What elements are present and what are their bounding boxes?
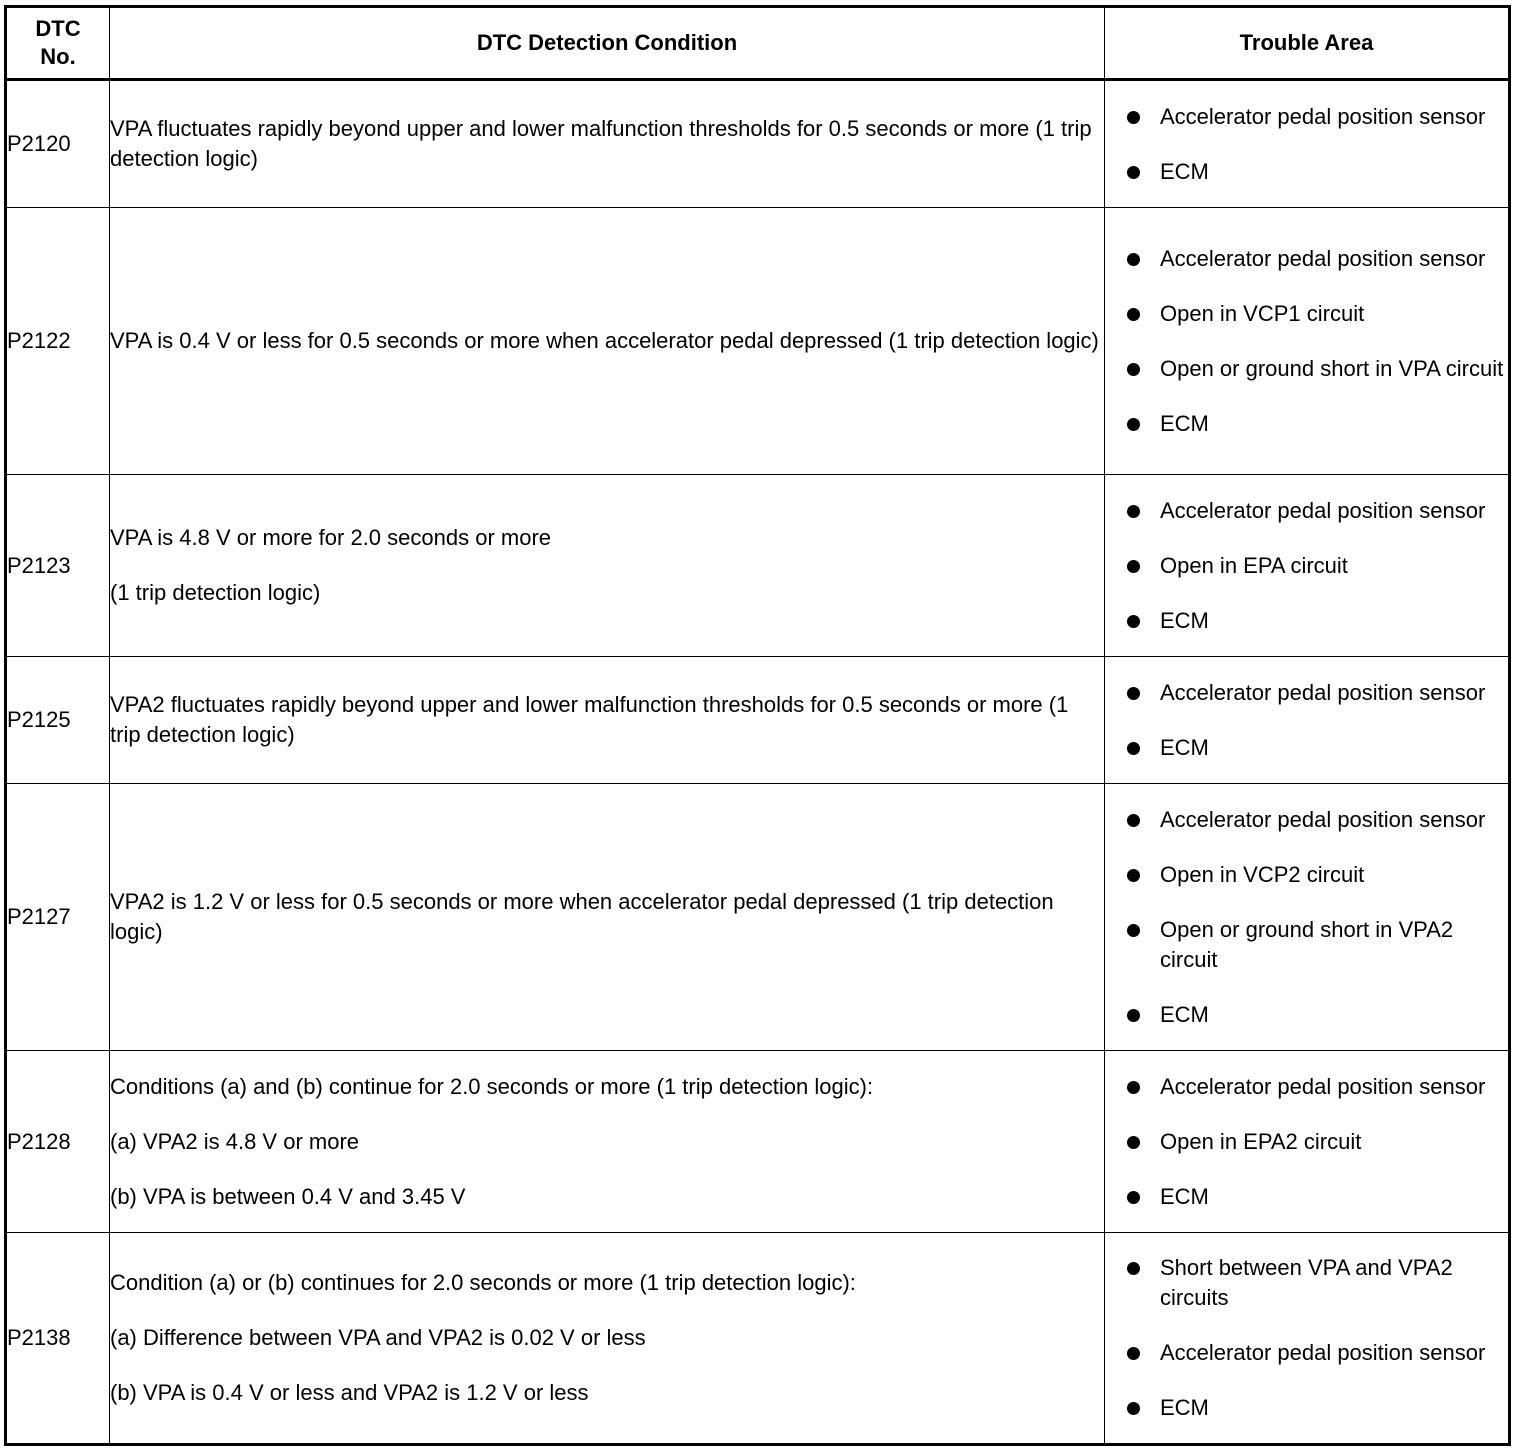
bullet-icon: [1127, 924, 1140, 937]
condition-line: (1 trip detection logic): [110, 580, 321, 605]
bullet-icon: [1127, 1081, 1140, 1094]
trouble-area-text: Accelerator pedal position sensor: [1160, 1073, 1486, 1099]
bullet-icon: [1127, 1262, 1140, 1275]
list-item: [1105, 1000, 1508, 1030]
bullet-icon: [1127, 687, 1140, 700]
list-item: [1105, 244, 1508, 274]
trouble-area-text: Open in VCP1 circuit: [1160, 300, 1365, 326]
table-row: [6, 208, 1510, 475]
list-item: [1105, 299, 1508, 329]
condition-line: VPA is 0.4 V or less for 0.5 seconds or more when accelerator pedal depressed (1 trip detection logic): [110, 328, 1099, 353]
bullet-icon: [1127, 742, 1140, 755]
table-header: [6, 7, 1510, 80]
trouble-area-text: Open or ground short in VPA2 circuit: [1160, 916, 1454, 972]
trouble-area-text: Accelerator pedal position sensor: [1160, 806, 1486, 832]
condition-line: (a) Difference between VPA and VPA2 is 0.02 V or less: [110, 1325, 646, 1350]
list-item: [1105, 1393, 1508, 1423]
bullet-icon: [1127, 166, 1140, 179]
bullet-icon: [1127, 418, 1140, 431]
list-item: [1105, 860, 1508, 890]
dtc-code: P2138: [6, 1233, 110, 1445]
trouble-area-text: ECM: [1160, 410, 1209, 436]
list-item: [1105, 733, 1508, 763]
trouble-area-list: [1105, 1253, 1508, 1423]
list-item: [1105, 1127, 1508, 1157]
list-item: [1105, 606, 1508, 636]
dtc-code: P2125: [6, 657, 110, 784]
detection-condition: [110, 784, 1105, 1051]
detection-condition: [110, 1233, 1105, 1445]
list-item: [1105, 551, 1508, 581]
trouble-area-text: ECM: [1160, 158, 1209, 184]
trouble-area-list: [1105, 496, 1508, 636]
condition-line: VPA2 is 1.2 V or less for 0.5 seconds or more when accelerator pedal depressed (1 trip detection logic): [110, 889, 1054, 944]
bullet-icon: [1127, 1347, 1140, 1360]
detection-condition: [110, 208, 1105, 475]
list-item: [1105, 1338, 1508, 1368]
table-row: [6, 657, 1510, 784]
bullet-icon: [1127, 505, 1140, 518]
table-body: [6, 80, 1510, 1445]
bullet-icon: [1127, 308, 1140, 321]
condition-line: VPA fluctuates rapidly beyond upper and lower malfunction thresholds for 0.5 seconds or more (1 trip detection logic): [110, 116, 1092, 171]
bullet-icon: [1127, 1402, 1140, 1415]
bullet-icon: [1127, 560, 1140, 573]
trouble-area-text: ECM: [1160, 607, 1209, 633]
trouble-area-text: Short between VPA and VPA2 circuits: [1160, 1255, 1453, 1310]
dtc-code: P2128: [6, 1051, 110, 1233]
dtc-code: P2122: [6, 208, 110, 475]
bullet-icon: [1127, 363, 1140, 376]
condition-line: Conditions (a) and (b) continue for 2.0 seconds or more (1 trip detection logic):: [110, 1073, 874, 1099]
trouble-area-text: ECM: [1160, 734, 1209, 760]
table-row: [6, 784, 1510, 1051]
table-row: [6, 80, 1510, 208]
trouble-area-list: [1105, 1072, 1508, 1212]
condition-line: (b) VPA is between 0.4 V and 3.45 V: [110, 1183, 466, 1209]
list-item: [1105, 102, 1508, 132]
trouble-area-text: ECM: [1160, 1183, 1209, 1209]
trouble-area-text: Accelerator pedal position sensor: [1160, 245, 1486, 271]
table-row: [6, 475, 1510, 657]
header-condition: DTC Detection Condition: [110, 7, 1105, 80]
trouble-area-text: Open or ground short in VPA circuit: [1160, 355, 1504, 381]
header-dtc-no: DTC No.: [6, 7, 110, 80]
trouble-area: [1105, 208, 1510, 475]
trouble-area-text: Accelerator pedal position sensor: [1160, 1340, 1486, 1365]
condition-line: VPA2 fluctuates rapidly beyond upper and lower malfunction thresholds for 0.5 seconds or more (1 trip detection logic): [110, 692, 1069, 747]
trouble-area-text: Open in EPA circuit: [1160, 552, 1348, 578]
bullet-icon: [1127, 814, 1140, 827]
trouble-area-text: ECM: [1160, 1395, 1209, 1420]
detection-condition: [110, 80, 1105, 208]
list-item: [1105, 1253, 1508, 1313]
dtc-code: P2123: [6, 475, 110, 657]
list-item: [1105, 1072, 1508, 1102]
trouble-area-list: [1105, 244, 1508, 439]
dtc-code: P2120: [6, 80, 110, 208]
bullet-icon: [1127, 869, 1140, 882]
trouble-area: [1105, 1233, 1510, 1445]
list-item: [1105, 354, 1508, 384]
dtc-code: P2127: [6, 784, 110, 1051]
bullet-icon: [1127, 1136, 1140, 1149]
trouble-area-text: Accelerator pedal position sensor: [1160, 679, 1486, 705]
bullet-icon: [1127, 615, 1140, 628]
bullet-icon: [1127, 1009, 1140, 1022]
list-item: [1105, 915, 1508, 975]
condition-line: Condition (a) or (b) continues for 2.0 seconds or more (1 trip detection logic):: [110, 1270, 856, 1295]
trouble-area-text: ECM: [1160, 1001, 1209, 1027]
bullet-icon: [1127, 253, 1140, 266]
trouble-area-text: Accelerator pedal position sensor: [1160, 103, 1486, 129]
trouble-area: [1105, 657, 1510, 784]
table-row: [6, 1051, 1510, 1233]
dtc-table: [4, 5, 1511, 1446]
trouble-area: [1105, 80, 1510, 208]
trouble-area-list: [1105, 805, 1508, 1030]
list-item: [1105, 678, 1508, 708]
condition-line: (b) VPA is 0.4 V or less and VPA2 is 1.2 V or less: [110, 1380, 589, 1405]
list-item: [1105, 409, 1508, 439]
trouble-area: [1105, 1051, 1510, 1233]
trouble-area-list: [1105, 102, 1508, 187]
condition-line: VPA is 4.8 V or more for 2.0 seconds or more: [110, 525, 552, 550]
bullet-icon: [1127, 111, 1140, 124]
detection-condition: [110, 1051, 1105, 1233]
header-trouble-area: Trouble Area: [1105, 7, 1510, 80]
trouble-area-list: [1105, 678, 1508, 763]
list-item: [1105, 496, 1508, 526]
list-item: [1105, 157, 1508, 187]
detection-condition: [110, 657, 1105, 784]
condition-line: (a) VPA2 is 4.8 V or more: [110, 1128, 360, 1154]
trouble-area-text: Open in VCP2 circuit: [1160, 861, 1365, 887]
trouble-area-text: Accelerator pedal position sensor: [1160, 497, 1486, 523]
trouble-area: [1105, 784, 1510, 1051]
table-row: [6, 1233, 1510, 1445]
list-item: [1105, 1182, 1508, 1212]
bullet-icon: [1127, 1191, 1140, 1204]
trouble-area-text: Open in EPA2 circuit: [1160, 1128, 1362, 1154]
detection-condition: [110, 475, 1105, 657]
list-item: [1105, 805, 1508, 835]
trouble-area: [1105, 475, 1510, 657]
